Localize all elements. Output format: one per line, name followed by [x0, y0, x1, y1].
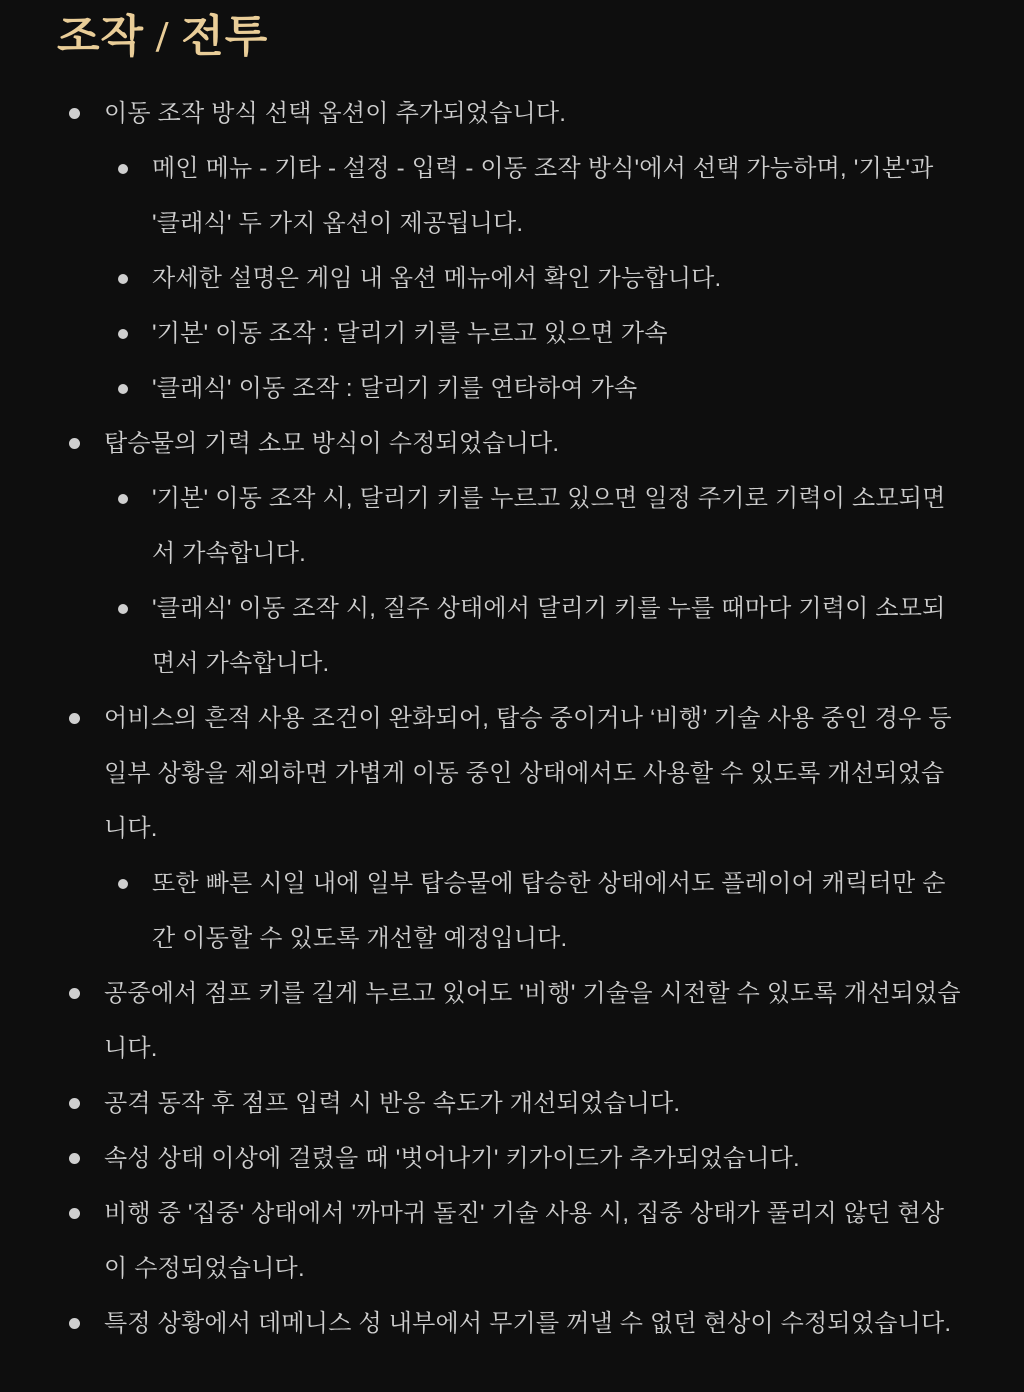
note-text: '기본' 이동 조작 : 달리기 키를 누르고 있으면 가속 — [152, 320, 668, 347]
bullet-icon — [69, 1318, 80, 1329]
note-text: 속성 상태 이상에 걸렸을 때 '벗어나기' 키가이드가 추가되었습니다. — [104, 1145, 800, 1172]
bullet-icon — [69, 988, 80, 999]
note-item — [118, 141, 966, 251]
note-item — [118, 581, 966, 691]
note-item — [57, 966, 966, 1076]
note-text: 특정 상황에서 데메니스 성 내부에서 무기를 꺼낼 수 없던 현상이 수정되었습니다. — [104, 1310, 952, 1337]
bullet-icon — [69, 1153, 80, 1164]
note-item — [57, 1076, 966, 1131]
bullet-icon — [69, 1098, 80, 1109]
notes-list — [57, 86, 966, 1351]
note-text: 이동 조작 방식 선택 옵션이 추가되었습니다. — [104, 100, 567, 127]
note-item — [57, 691, 966, 856]
bullet-icon — [118, 384, 128, 394]
section-title: 조작 / 전투 — [57, 12, 269, 61]
note-text: 공중에서 점프 키를 길게 누르고 있어도 '비행' 기술을 시전할 수 있도록 개선되었습니다. — [104, 980, 961, 1062]
note-item — [118, 856, 966, 966]
note-text: 메인 메뉴 - 기타 - 설정 - 입력 - 이동 조작 방식'에서 선택 가능하며, '기본'과 '클래식' 두 가지 옵션이 제공됩니다. — [152, 155, 934, 237]
note-text: 탑승물의 기력 소모 방식이 수정되었습니다. — [104, 430, 560, 457]
bullet-icon — [69, 713, 80, 724]
bullet-icon — [118, 164, 128, 174]
bullet-icon — [118, 274, 128, 284]
note-text: 또한 빠른 시일 내에 일부 탑승물에 탑승한 상태에서도 플레이어 캐릭터만 순간 이동할 수 있도록 개선할 예정입니다. — [152, 870, 946, 952]
bullet-icon — [118, 879, 128, 889]
note-text: '기본' 이동 조작 시, 달리기 키를 누르고 있으면 일정 주기로 기력이 소모되면서 가속합니다. — [152, 485, 946, 567]
note-item — [118, 251, 966, 306]
bullet-icon — [118, 494, 128, 504]
note-item — [57, 416, 966, 471]
bullet-icon — [69, 1208, 80, 1219]
note-item — [118, 361, 966, 416]
note-item — [118, 306, 966, 361]
note-item — [118, 471, 966, 581]
note-item — [57, 1131, 966, 1186]
note-text: 자세한 설명은 게임 내 옵션 메뉴에서 확인 가능합니다. — [152, 265, 722, 292]
bullet-icon — [69, 108, 80, 119]
note-text: 비행 중 '집중' 상태에서 '까마귀 돌진' 기술 사용 시, 집중 상태가 풀리지 않던 현상이 수정되었습니다. — [104, 1200, 945, 1282]
note-text: '클래식' 이동 조작 : 달리기 키를 연타하여 가속 — [152, 375, 638, 402]
note-item — [57, 86, 966, 141]
note-item — [57, 1186, 966, 1296]
bullet-icon — [118, 329, 128, 339]
note-item — [57, 1296, 966, 1351]
note-text: 어비스의 흔적 사용 조건이 완화되어, 탑승 중이거나 ‘비행’ 기술 사용 중인 경우 등 일부 상황을 제외하면 가볍게 이동 중인 상태에서도 사용할 수 있도록 개선되었습니다. — [104, 705, 952, 842]
note-text: '클래식' 이동 조작 시, 질주 상태에서 달리기 키를 누를 때마다 기력이 소모되면서 가속합니다. — [152, 595, 946, 677]
bullet-icon — [69, 438, 80, 449]
note-text: 공격 동작 후 점프 입력 시 반응 속도가 개선되었습니다. — [104, 1090, 681, 1117]
bullet-icon — [118, 604, 128, 614]
